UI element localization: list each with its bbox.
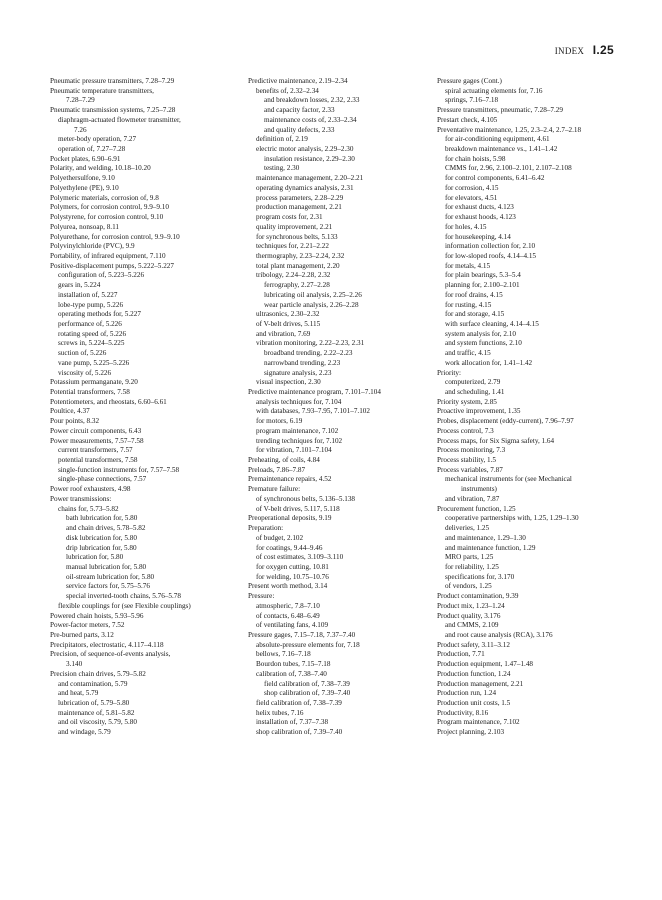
- index-entry: Pressure transmitters, pneumatic, 7.28–7.29: [437, 106, 563, 115]
- index-entry: operation of, 7.27–7.28: [58, 145, 126, 154]
- index-entry: Pressure:: [248, 592, 275, 601]
- index-entry: and chain drives, 5.78–5.82: [66, 524, 146, 533]
- index-entry: for housekeeping, 4.14: [445, 232, 511, 241]
- index-entry: planning for, 2.100–2.101: [445, 281, 520, 290]
- index-entry: for exhaust hoods, 4.123: [445, 213, 516, 222]
- index-entry: Process variables, 7.87: [437, 465, 503, 474]
- index-entry: program costs for, 2.31: [256, 213, 323, 222]
- index-entry: Power roof exhausters, 4.98: [50, 485, 131, 494]
- index-entry: and capacity factor, 2.33: [264, 106, 335, 115]
- index-entry: gears in, 5.224: [58, 281, 101, 290]
- index-entry: maintenance management, 2.20–2.21: [256, 174, 364, 183]
- index-entry: of contacts, 6.48–6.49: [256, 611, 320, 620]
- index-entry: spiral actuating elements for, 7.16: [445, 86, 543, 95]
- index-entry: Product contamination, 9.39: [437, 592, 519, 601]
- index-column-3: [437, 77, 637, 738]
- page-number: I.25: [592, 43, 614, 57]
- index-entry: lubrication of, 5.79–5.80: [58, 699, 130, 707]
- index-entry: 7.28–7.29: [66, 96, 95, 105]
- index-entry: for and storage, 4.15: [445, 310, 505, 319]
- index-entry: bath lubrication for, 5.80: [66, 514, 138, 523]
- index-entry: program maintenance, 7.102: [256, 426, 339, 435]
- index-entry: shop calibration of, 7.39–7.40: [264, 689, 351, 698]
- index-entry: Preparation:: [248, 524, 284, 533]
- index-entry: information collection for, 2.10: [445, 242, 536, 251]
- index-entry: Premature failure:: [248, 485, 301, 494]
- index-entry: for metals, 4.15: [445, 261, 491, 270]
- index-entry: for plain bearings, 5.3–5.4: [445, 271, 521, 280]
- index-entry: Product safety, 3.11–3.12: [437, 640, 510, 649]
- index-entry: springs, 7.16–7.18: [445, 96, 499, 105]
- index-entry: Preheating, of coils, 4.84: [248, 456, 320, 465]
- index-entry: broadband trending, 2.22–2.23: [264, 349, 353, 358]
- index-entry: installation of, 5.227: [58, 290, 118, 299]
- index-entry: Polyethersulfone, 9.10: [50, 174, 115, 183]
- index-entry: Prestart check, 4.105: [437, 115, 498, 124]
- index-entry: Bourdon tubes, 7.15–7.18: [256, 660, 331, 669]
- index-entry: configuration of, 5.223–5.226: [58, 271, 145, 280]
- index-entry: Production run, 1.24: [437, 689, 497, 698]
- index-entry: lubrication for, 5.80: [66, 553, 124, 562]
- index-entry: and maintenance function, 1.29: [445, 543, 536, 552]
- index-entry: oil-stream lubrication for, 5.80: [66, 572, 155, 581]
- index-entry: quality improvement, 2.21: [256, 222, 333, 231]
- index-entry: installation of, 7.37–7.38: [256, 718, 329, 727]
- index-entry: drip lubrication for, 5.80: [66, 543, 137, 552]
- index-entry: absolute-pressure elements for, 7.18: [256, 640, 360, 649]
- index-entry: operating methods for, 5.227: [58, 310, 141, 319]
- index-entry: Precision, of sequence-of-events analysis,: [50, 650, 171, 659]
- index-entry: thermography, 2.23–2.24, 2.32: [256, 251, 345, 260]
- index-entry: trending techniques for, 7.102: [256, 436, 343, 445]
- index-entry: Potentiometers, and rheostats, 6.60–6.61: [50, 397, 167, 406]
- index-entry: Predictive maintenance, 2.19–2.34: [248, 77, 348, 85]
- index-entry: of vendors, 1.25: [445, 582, 492, 591]
- index-column-1: [50, 77, 240, 738]
- index-entry: tribology, 2.24–2.28, 2.32: [256, 271, 331, 280]
- index-entry: Pressure gages, 7.15–7.18, 7.37–7.40: [248, 630, 356, 639]
- index-entry: Powered chain hoists, 5.93–5.96: [50, 611, 144, 620]
- index-entry: visual inspection, 2.30: [256, 378, 321, 387]
- index-entry: Predictive maintenance program, 7.101–7.104: [248, 388, 381, 396]
- index-entry: and system functions, 2.10: [445, 339, 522, 348]
- index-entry: of budget, 2.102: [256, 533, 304, 542]
- index-entry: Pre-burned parts, 3.12: [50, 630, 114, 639]
- index-entry: for low-sloped roofs, 4.14–4.15: [445, 251, 537, 260]
- index-entry: screws in, 5.224–5.225: [58, 339, 125, 348]
- index-entry: with databases, 7.93–7.95, 7.101–7.102: [256, 407, 370, 416]
- running-header: [555, 43, 614, 57]
- index-entry: analysis techniques for, 7.104: [256, 397, 342, 406]
- index-entry: benefits of, 2.32–2.34: [256, 86, 319, 95]
- index-entry: Preloads, 7.86–7.87: [248, 465, 306, 474]
- index-entry: for holes, 4.15: [445, 222, 487, 231]
- index-entry: and root cause analysis (RCA), 3.176: [445, 630, 553, 639]
- index-entry: suction of, 5.226: [58, 349, 107, 358]
- index-entry: Priority:: [437, 368, 461, 377]
- index-entry: atmospheric, 7.8–7.10: [256, 601, 320, 610]
- index-entry: Process monitoring, 7.3: [437, 446, 506, 455]
- index-entry: and CMMS, 2.109: [445, 621, 499, 630]
- index-entry: Proactive improvement, 1.35: [437, 407, 521, 416]
- index-entry: work allocation for, 1.41–1.42: [445, 358, 533, 367]
- index-entry: testing, 2.30: [264, 164, 300, 173]
- index-entry: Pneumatic transmission systems, 7.25–7.28: [50, 106, 176, 115]
- index-entry: manual lubrication for, 5.80: [66, 562, 147, 571]
- index-entry: Polyvinylchloride (PVC), 9.9: [50, 242, 135, 251]
- index-entry: Production equipment, 1.47–1.48: [437, 660, 534, 669]
- index-entry: rotating speed of, 5.226: [58, 329, 127, 338]
- index-entry: cooperative partnerships with, 1.25, 1.29–1.30: [445, 514, 579, 523]
- index-entry: service factors for, 5.75–5.76: [66, 582, 150, 591]
- index-entry: Potential transformers, 7.58: [50, 388, 130, 396]
- index-entry: for reliability, 1.25: [445, 562, 499, 571]
- index-entry: instruments): [461, 485, 497, 494]
- index-entry: for chain hoists, 5.98: [445, 154, 506, 163]
- index-entry: Premaintenance repairs, 4.52: [248, 475, 332, 484]
- index-entry: Pocket plates, 6.90–6.91: [50, 154, 121, 163]
- index-entry: Polymeric materials, corrosion of, 9.8: [50, 193, 159, 202]
- index-entry: for vibration, 7.101–7.104: [256, 446, 332, 455]
- index-entry: Process stability, 1.5: [437, 456, 497, 465]
- index-entry: wear particle analysis, 2.26–2.28: [264, 300, 359, 309]
- index-entry: and heat, 5.79: [58, 689, 99, 698]
- index-entry: shop calibration of, 7.39–7.40: [256, 728, 343, 737]
- index-entry: for roof drains, 4.15: [445, 290, 503, 299]
- index-entry: Production, 7.71: [437, 650, 485, 659]
- index-entry: for control components, 6.41–6.42: [445, 174, 545, 183]
- index-entry: and vibration, 7.69: [256, 329, 311, 338]
- index-entry: Precipitators, electrostatic, 4.117–4.118: [50, 640, 164, 649]
- index-entry: production management, 2.21: [256, 203, 342, 212]
- index-entry: Polarity, and welding, 10.18–10.20: [50, 164, 151, 173]
- index-entry: performance of, 5.226: [58, 319, 122, 328]
- index-entry: system analysis for, 2.10: [445, 329, 516, 338]
- index-entry: with surface cleaning, 4.14–4.15: [445, 319, 539, 328]
- index-entry: and traffic, 4.15: [445, 349, 491, 358]
- index-entry: mechanical instruments for (see Mechanical: [445, 475, 572, 484]
- index-entry: for oxygen cutting, 10.81: [256, 562, 329, 571]
- index-entry: Production management, 2.21: [437, 679, 524, 688]
- index-entry: Process maps, for Six Sigma safety, 1.64: [437, 436, 555, 445]
- index-entry: Product mix, 1.23–1.24: [437, 601, 505, 610]
- index-entry: Preventative maintenance, 1.25, 2.3–2.4, 2.7–2.18: [437, 125, 582, 134]
- index-entry: Precision chain drives, 5.79–5.82: [50, 669, 146, 678]
- index-entry: Polyethylene (PE), 9.10: [50, 183, 119, 192]
- index-entry: Polyurea, nonsoap, 8.11: [50, 222, 120, 231]
- index-entry: and windage, 5.79: [58, 728, 111, 737]
- index-entry: helix tubes, 7.16: [256, 708, 304, 717]
- index-entry: meter-body operation, 7.27: [58, 135, 137, 144]
- index-entry: for welding, 10.75–10.76: [256, 572, 329, 581]
- index-entry: Process control, 7.3: [437, 426, 494, 435]
- index-entry: Program maintenance, 7.102: [437, 718, 520, 727]
- index-entry: Power transmissions:: [50, 494, 112, 503]
- index-entry: Portability, of infrared equipment, 7.110: [50, 251, 166, 260]
- index-entry: deliveries, 1.25: [445, 524, 490, 533]
- index-column-2: [248, 77, 438, 738]
- index-entry: Polystyrene, for corrosion control, 9.10: [50, 213, 164, 222]
- index-entry: Pressure gages (Cont.): [437, 77, 502, 85]
- index-entry: for coatings, 9.44–9.46: [256, 543, 323, 552]
- index-entry: Project planning, 2.103: [437, 728, 505, 737]
- index-entry: techniques for, 2.21–2.22: [256, 242, 329, 251]
- index-entry: and vibration, 7.87: [445, 494, 500, 503]
- index-entry: vibration monitoring, 2.22–2.23, 2.31: [256, 339, 365, 348]
- index-entry: signature analysis, 2.23: [264, 368, 332, 377]
- index-entry: Polyurethane, for corrosion control, 9.9–9.10: [50, 232, 180, 241]
- index-entry: 3.140: [66, 660, 83, 669]
- index-entry: of V-belt drives, 5.117, 5.118: [256, 504, 340, 513]
- index-entry: CMMS for, 2.96, 2.100–2.101, 2.107–2.108: [445, 164, 572, 173]
- index-entry: disk lubrication for, 5.80: [66, 533, 137, 542]
- index-entry: for air-conditioning equipment, 4.61: [445, 135, 550, 144]
- index-entry: operating dynamics analysis, 2.31: [256, 183, 354, 192]
- index-entry: definition of, 2.19: [256, 135, 308, 144]
- index-entry: process parameters, 2.28–2.29: [256, 193, 344, 202]
- index-entry: and maintenance, 1.29–1.30: [445, 533, 526, 542]
- index-entry: flexible couplings for (see Flexible couplings): [58, 601, 191, 610]
- index-entry: for exhaust ducts, 4.123: [445, 203, 514, 212]
- index-entry: Pneumatic temperature transmitters,: [50, 86, 154, 95]
- index-entry: for elevators, 4.51: [445, 193, 498, 202]
- index-entry: Power circuit components, 6.43: [50, 426, 142, 435]
- index-entry: Production function, 1.24: [437, 669, 511, 678]
- index-entry: viscosity of, 5.226: [58, 368, 112, 377]
- index-entry: narrowband trending, 2.23: [264, 358, 341, 367]
- index-entry: field calibration of, 7.38–7.39: [264, 679, 350, 688]
- index-entry: Present worth method, 3.14: [248, 582, 328, 591]
- index-entry: breakdown maintenance vs., 1.41–1.42: [445, 145, 558, 154]
- index-entry: Positive-displacement pumps, 5.222–5.227: [50, 261, 174, 270]
- index-entry: diaphragm-actuated flowmeter transmitter,: [58, 115, 181, 124]
- index-entry: and contamination, 5.79: [58, 679, 128, 688]
- index-entry: of V-belt drives, 5.115: [256, 319, 321, 328]
- index-entry: Product quality, 3.176: [437, 611, 501, 620]
- index-entry: maintenance of, 5.81–5.82: [58, 708, 135, 717]
- index-entry: specifications for, 3.170: [445, 572, 515, 581]
- index-entry: special inverted-tooth chains, 5.76–5.78: [66, 592, 181, 601]
- index-entry: Probes, displacement (eddy-current), 7.96–7.97: [437, 417, 574, 426]
- index-entry: for synchronous belts, 5.133: [256, 232, 338, 241]
- index-entry: Preoperational deposits, 9.19: [248, 514, 332, 523]
- index-entry: field calibration of, 7.38–7.39: [256, 699, 342, 707]
- index-entry: single-phase connections, 7.57: [58, 475, 147, 484]
- index-entry: single-function instruments for, 7.57–7.58: [58, 465, 180, 474]
- index-entry: calibration of, 7.38–7.40: [256, 669, 327, 678]
- index-entry: Polymers, for corrosion control, 9.9–9.10: [50, 203, 169, 212]
- index-entry: of ventilating fans, 4.109: [256, 621, 329, 630]
- index-entry: Power measurements, 7.57–7.58: [50, 436, 144, 445]
- header-section: INDEX: [554, 46, 585, 56]
- index-entry: MRO parts, 1.25: [445, 553, 494, 562]
- index-entry: total plant management, 2.20: [256, 261, 340, 270]
- index-entry: ferrography, 2.27–2.28: [264, 281, 330, 290]
- index-entry: electric motor analysis, 2.29–2.30: [256, 145, 354, 154]
- index-entry: ultrasonics, 2.30–2.32: [256, 310, 320, 319]
- index-entry: potential transformers, 7.58: [58, 456, 138, 465]
- index-entry: vane pump, 5.225–5.226: [58, 358, 130, 367]
- index-entry: of cost estimates, 3.109–3.110: [256, 553, 344, 562]
- index-entry: 7.26: [74, 125, 87, 134]
- index-entry: lobe-type pump, 5.226: [58, 300, 124, 309]
- index-entry: lubricating oil analysis, 2.25–2.26: [264, 290, 362, 299]
- index-entry: insulation resistance, 2.29–2.30: [264, 154, 355, 163]
- index-entry: Priority system, 2.85: [437, 397, 497, 406]
- index-entry: for motors, 6.19: [256, 417, 303, 426]
- index-entry: bellows, 7.16–7.18: [256, 650, 311, 659]
- index-entry: and oil viscosity, 5.79, 5.80: [58, 718, 137, 727]
- index-entry: and breakdown losses, 2.32, 2.33: [264, 96, 360, 105]
- index-entry: Pour points, 8.32: [50, 417, 100, 426]
- index-entry: Poultice, 4.37: [50, 407, 90, 416]
- index-entry: Procurement function, 1.25: [437, 504, 516, 513]
- index-entry: and quality defects, 2.33: [264, 125, 335, 134]
- index-entry: chains for, 5.73–5.82: [58, 504, 119, 513]
- index-entry: and scheduling, 1.41: [445, 388, 505, 396]
- index-entry: of synchronous belts, 5.136–5.138: [256, 494, 356, 503]
- index-entry: Power-factor meters, 7.52: [50, 621, 125, 630]
- index-entry: Pneumatic pressure transmitters, 7.28–7.29: [50, 77, 175, 85]
- index-entry: current transformers, 7.57: [58, 446, 133, 455]
- index-entry: Potassium permanganate, 9.20: [50, 378, 138, 387]
- index-entry: Productivity, 8.16: [437, 708, 489, 717]
- index-entry: for corrosion, 4.15: [445, 183, 499, 192]
- index-entry: maintenance costs of, 2.33–2.34: [264, 115, 357, 124]
- index-entry: Production unit costs, 1.5: [437, 699, 511, 707]
- index-entry: computerized, 2.79: [445, 378, 501, 387]
- index-entry: for rusting, 4.15: [445, 300, 492, 309]
